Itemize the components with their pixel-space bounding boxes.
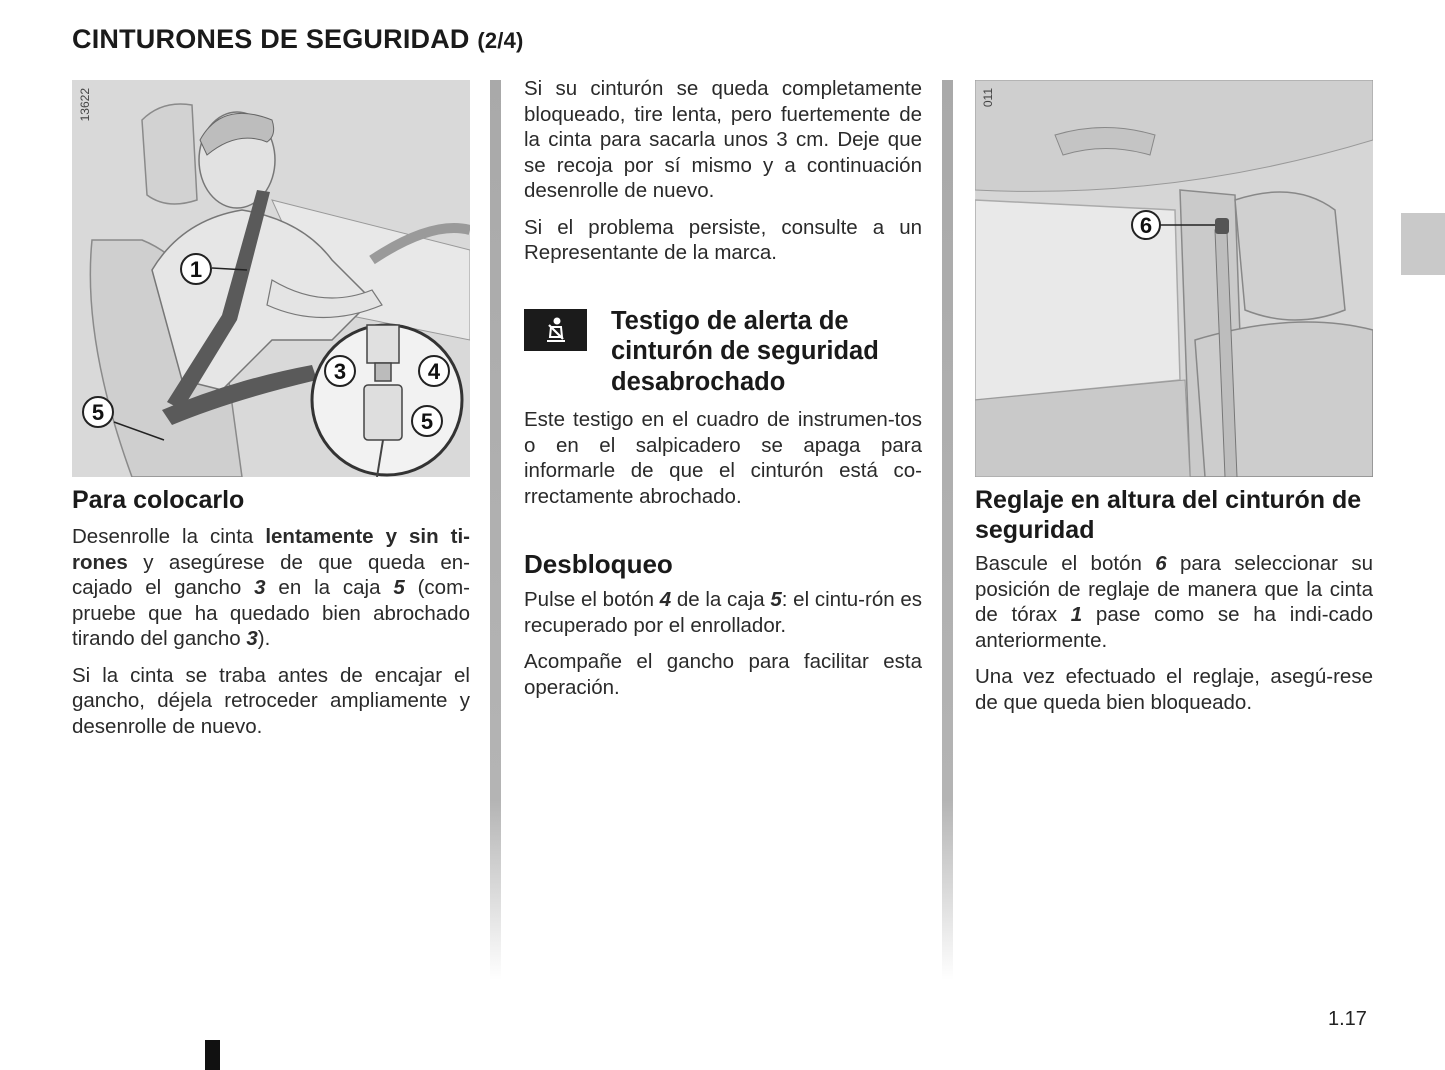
- callout-5: [83, 397, 113, 427]
- figure-code: 011: [981, 88, 995, 108]
- right-column: [975, 80, 1373, 715]
- seatbelt-fastening-illustration: [72, 80, 470, 477]
- section-tab: [1401, 213, 1445, 275]
- section-heading: Reglaje en altura del cinturón de seguridad: [975, 486, 1362, 544]
- section-heading: Desbloqueo: [524, 549, 673, 579]
- svg-text:5: 5: [91, 400, 105, 425]
- paragraph: Pulse el botón 4 de la caja 5: el cintu-rón es recuperado por el enrollador.: [524, 588, 922, 637]
- paragraph: Este testigo en el cuadro de instrumen-tos o en el salpicadero se apaga para informarle de que el cinturón está co-rrectamente abrochado.: [524, 408, 922, 508]
- callout-5-detail: [412, 406, 442, 436]
- paragraph: Acompañe el gancho para facilitar esta operación.: [524, 650, 922, 699]
- paragraph: Una vez efectuado el reglaje, asegú-rese de que queda bien bloqueado.: [975, 665, 1373, 714]
- warning-title: Testigo de alerta de cinturón de seguridad desabrochado: [611, 306, 879, 396]
- page-title: CINTURONES DE SEGURIDAD (2/4): [72, 24, 524, 54]
- warning-block: [524, 306, 922, 398]
- paragraph: Si el problema persiste, consulte a un Representante de la marca.: [524, 215, 922, 264]
- left-column: [72, 80, 470, 739]
- callout-4: [419, 356, 449, 386]
- paragraph: Si su cinturón se queda completamente bloqueado, tire lenta, pero fuertemente de la cinta para sacarla unos 3 cm. Deje que se recoja por sí mismo y a continuación desenrolle de nuevo.: [524, 77, 922, 202]
- page-number: 1.17: [1328, 1008, 1367, 1030]
- svg-text:6: 6: [1139, 213, 1153, 238]
- callout-6: [1132, 211, 1160, 239]
- belt-height-adjust-illustration: [975, 80, 1373, 477]
- paragraph: Si la cinta se traba antes de encajar el gancho, déjela retroceder ampliamente y desenrolle de nuevo.: [72, 663, 470, 738]
- svg-text:1: 1: [189, 257, 203, 282]
- section-heading: Para colocarlo: [72, 486, 245, 514]
- paragraph: Bascule el botón 6 para seleccionar su posición de reglaje de manera que la cinta de tórax 1 pase como se ha indi-cado anteriormente.: [975, 552, 1373, 652]
- column-divider: [942, 80, 953, 980]
- svg-text:5: 5: [420, 409, 434, 434]
- svg-text:3: 3: [333, 359, 347, 384]
- callout-1: [181, 254, 211, 284]
- callout-3: [325, 356, 355, 386]
- middle-column: [524, 76, 922, 700]
- column-divider: [490, 80, 501, 980]
- figure-code: 13622: [78, 88, 92, 122]
- svg-text:4: 4: [427, 359, 441, 384]
- page-marker: [205, 1040, 220, 1070]
- seatbelt-warning-icon: [524, 309, 587, 351]
- paragraph: Desenrolle la cinta lentamente y sin ti-rones y asegúrese de que queda en-cajado el gancho 3 en la caja 5 (com-pruebe que ha quedado bien abrochado tirando del gancho 3).: [72, 525, 470, 650]
